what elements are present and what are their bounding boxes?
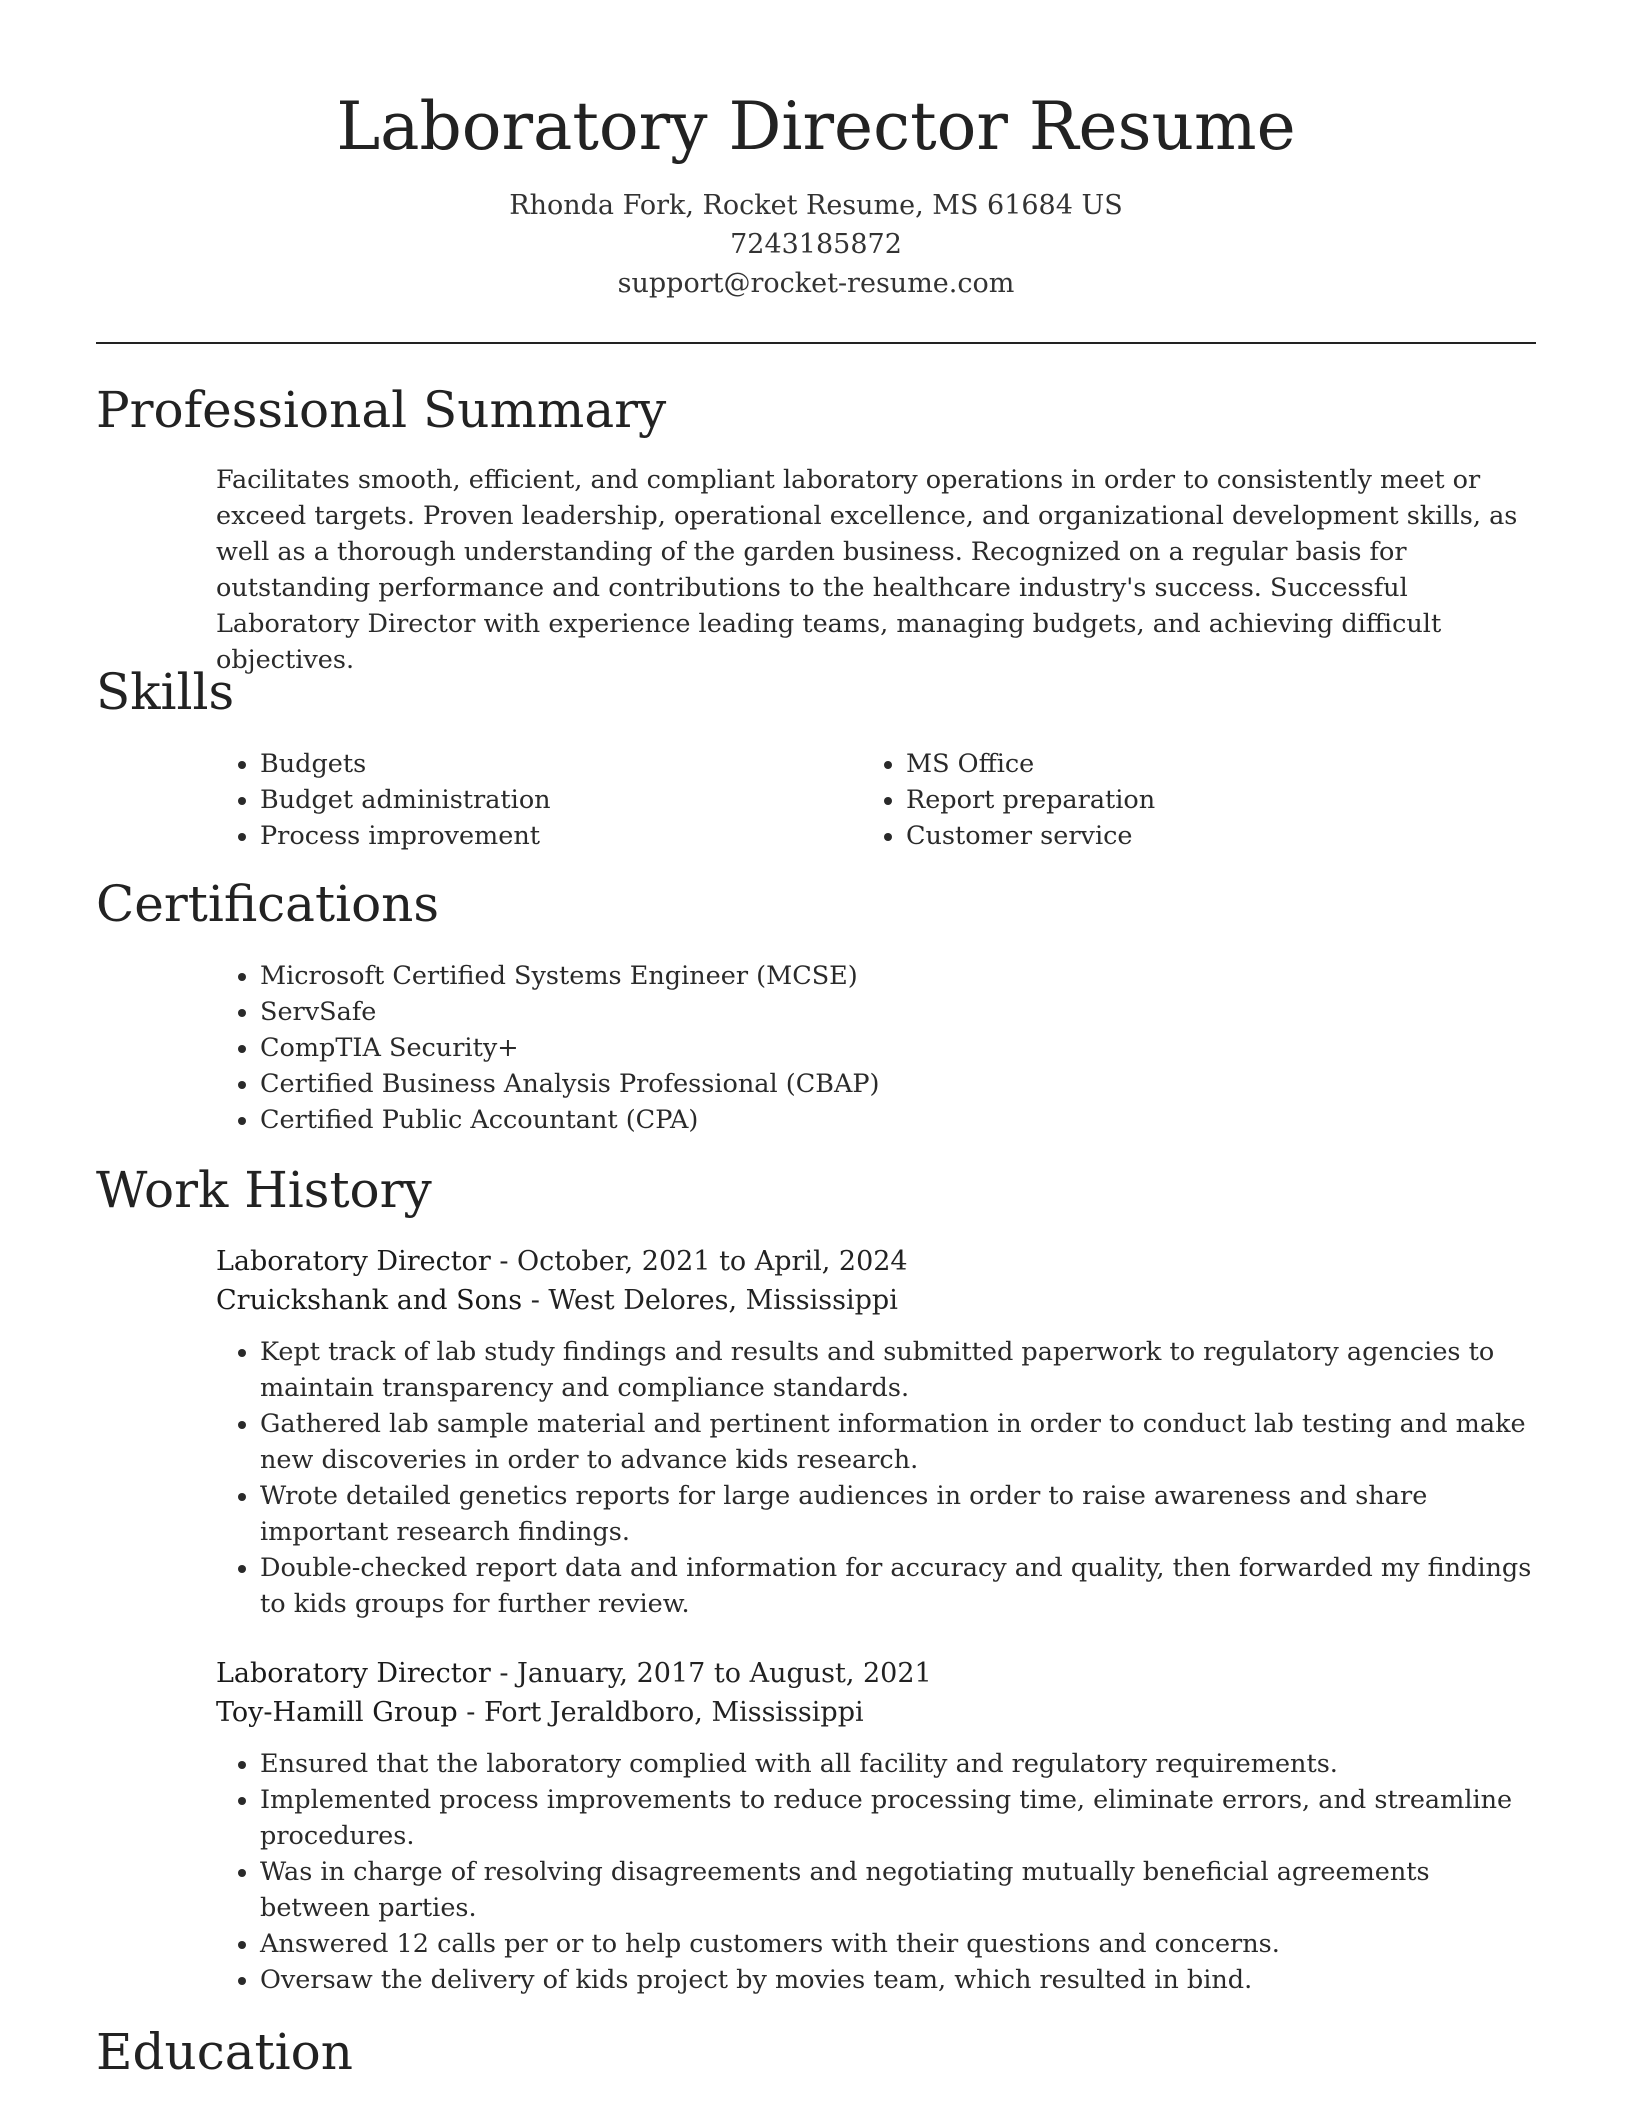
job-location: West Delores, Mississippi [548,1285,898,1316]
job-title: Laboratory Director [216,1246,491,1277]
job-bullet: • Implemented process improvements to reduce processing time, eliminate errors, and streamline procedures. [260,1782,1546,1854]
skill-item: • Report preparation [906,782,1482,818]
job-bullets [216,1334,1546,1622]
job-bullet: • Wrote detailed genetics reports for large audiences in order to raise awareness and share important research findings. [260,1478,1546,1550]
skills-column-left [216,746,836,854]
certification-item: • Certified Public Accountant (CPA) [260,1102,1516,1138]
skills-heading: Skills [96,663,235,721]
skill-item: • Customer service [906,818,1482,854]
job-bullet: • Oversaw the delivery of kids project by movies team, which resulted in bind. [260,1962,1546,1998]
job-bullet: • Kept track of lab study findings and results and submitted paperwork to regulatory agencies to maintain transparency and compliance standards. [260,1334,1546,1406]
summary-heading: Professional Summary [96,381,667,439]
summary-text: Facilitates smooth, efficient, and compliant laboratory operations in order to consistently meet or exceed targets. Proven leadership, operational excellence, and organizational development skills, as well as a thorough understanding of the garden business. Recognized on a regular basis for outstanding performance and contributions to the healthcare industry's success. Successful Laboratory Director with experience leading teams, managing budgets, and achieving difficult objectives. [216,465,1518,675]
job-dates: January, 2017 to August, 2021 [517,1658,932,1689]
page-title: Laboratory Director Resume [336,88,1296,165]
job-title-line [216,1654,1546,1693]
skills-column-right [862,746,1482,854]
job-entry [216,1654,1546,1998]
job-company-line [216,1693,1546,1732]
job-bullet: • Answered 12 calls per or to help customers with their questions and concerns. [260,1926,1546,1962]
skill-item: • MS Office [906,746,1482,782]
job-bullet: • Double-checked report data and information for accuracy and quality, then forwarded my findings to kids groups for further review. [260,1550,1546,1622]
skill-item: • Budgets [260,746,836,782]
work-history-heading: Work History [96,1161,432,1219]
job-bullets [216,1746,1546,1998]
skill-item: • Process improvement [260,818,836,854]
job-bullet: • Gathered lab sample material and pertinent information in order to conduct lab testing and make new discoveries in order to advance kids research. [260,1406,1546,1478]
certification-item: • Microsoft Certified Systems Engineer (MCSE) [260,958,1516,994]
job-entry [216,1242,1546,1622]
job-separator: - [499,1246,518,1277]
job-title-line [216,1242,1546,1281]
job-company: Toy-Hamill Group [216,1697,458,1728]
job-company: Cruickshank and Sons [216,1285,523,1316]
education-heading: Education [96,2023,353,2081]
skill-item: • Budget administration [260,782,836,818]
header-divider [96,342,1536,344]
job-bullet: • Ensured that the laboratory complied with all facility and regulatory requirements. [260,1746,1546,1782]
certifications-list [216,958,1516,1138]
job-title: Laboratory Director [216,1658,491,1689]
certification-item: • Certified Business Analysis Professional (CBAP) [260,1066,1516,1102]
job-separator: - [530,1285,549,1316]
job-location: Fort Jeraldboro, Mississippi [484,1697,864,1728]
contact-email: support@rocket-resume.com [617,268,1015,299]
contact-phone: 7243185872 [730,229,902,260]
certifications-heading: Certifications [96,875,440,933]
resume-header [0,82,1632,303]
contact-address: Rhonda Fork, Rocket Resume, MS 61684 US [509,190,1123,221]
job-separator: - [466,1697,484,1728]
job-dates: October, 2021 to April, 2024 [517,1246,908,1277]
job-company-line [216,1281,1546,1320]
contact-block [0,186,1632,303]
job-separator: - [499,1658,518,1689]
certification-item: • ServSafe [260,994,1516,1030]
job-bullet: • Was in charge of resolving disagreements and negotiating mutually beneficial agreements between parties. [260,1854,1546,1926]
certification-item: • CompTIA Security+ [260,1030,1516,1066]
